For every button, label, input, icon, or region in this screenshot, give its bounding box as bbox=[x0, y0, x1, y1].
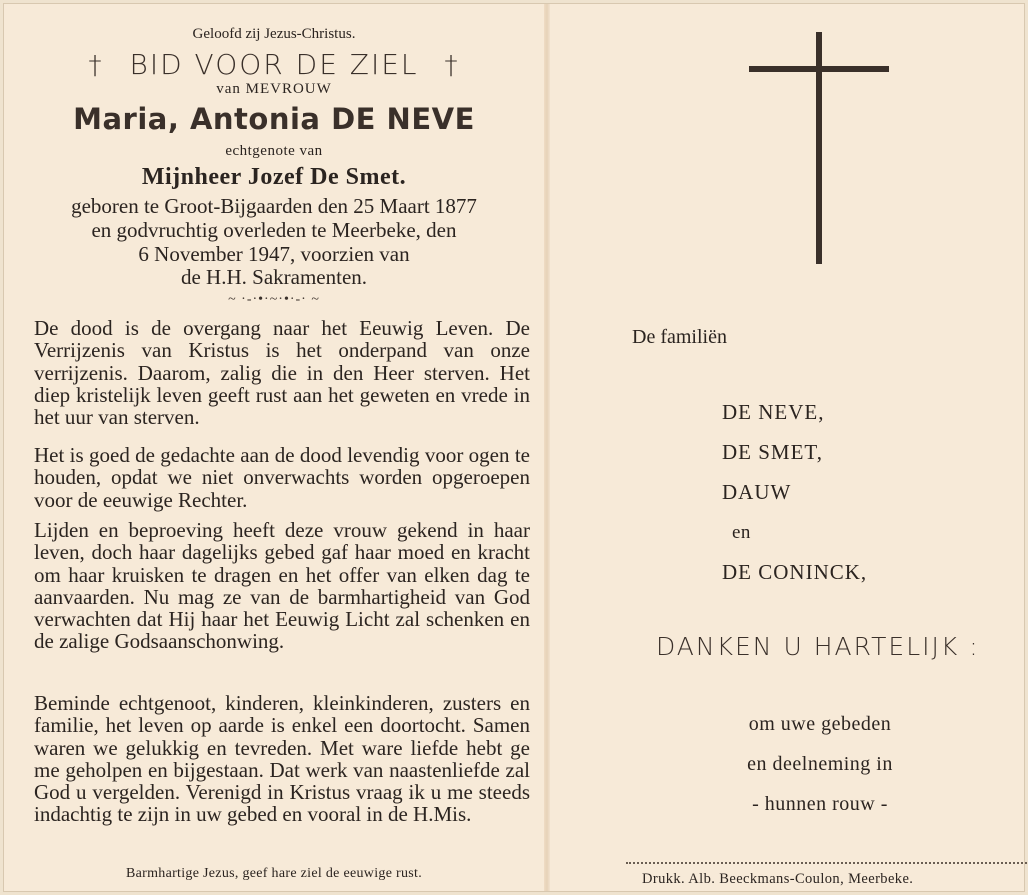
heading-text: BID VOOR DE ZIEL bbox=[129, 48, 419, 81]
closing-prayer: Barmhartige Jezus, geef hare ziel de eeuwige rust. bbox=[125, 866, 423, 881]
paragraph: Het is goed de gedachte aan de dood levendig voor ogen te houden, opdat we niet onverwachts worden opgeroepen voor de eeuwige Rechter. bbox=[34, 443, 530, 512]
detail-line: de H.H. Sakramenten. bbox=[180, 265, 368, 289]
ornament-divider: ~ ·-·•·~·•·-· ~ bbox=[228, 292, 320, 307]
thanks-line: om uwe gebeden bbox=[748, 713, 892, 735]
detail-line: en godvruchtig overleden te Meerbeke, den bbox=[91, 218, 457, 242]
thanks-line: - hunnen rouw - bbox=[752, 793, 888, 815]
invocation: Geloofd zij Jezus-Christus. bbox=[192, 26, 356, 42]
thanks-heading: DANKEN U HARTELIJK : bbox=[656, 632, 980, 661]
right-panel bbox=[550, 4, 1026, 891]
printer-divider bbox=[626, 862, 1028, 864]
detail-line: 6 November 1947, voorzien van bbox=[138, 242, 410, 266]
family-name: DE SMET, bbox=[722, 440, 823, 464]
paragraph: De dood is de overgang naar het Eeuwig Leven. De Verrijzenis van Kristus is het onderpand van onze verrijzenis. Daarom, zalig die in den Heer sterven. Het diep kristelijk leven geeft rust aan het geweten en vrede in het uur van sterven. bbox=[34, 316, 530, 430]
dagger-icon: † bbox=[444, 51, 460, 81]
spouse-name: Mijnheer Jozef De Smet. bbox=[141, 164, 407, 190]
paragraph: Beminde echtgenoot, kinderen, kleinkinderen, zusters en familie, het leven op aarde is enkel een doortocht. Samen waren we gelukkig en tevreden. Met ware liefde hebt ge me geholpen en bijgestaan. Dat werk van naastenliefde zal God u vergelden. Verenigd in Kristus vraag ik u me steeds indachtig te zijn in uw gebed en vooral in de H.Mis. bbox=[34, 691, 530, 827]
dagger-icon: † bbox=[88, 51, 104, 81]
heading bbox=[4, 48, 544, 81]
family-name: DAUW bbox=[722, 480, 792, 504]
families-intro: De familiën bbox=[632, 326, 727, 348]
detail-line: geboren te Groot-Bijgaarden den 25 Maart 1877 bbox=[71, 194, 477, 218]
family-name: DE NEVE, bbox=[722, 400, 825, 424]
mourning-card bbox=[3, 3, 1025, 892]
van-mevrouw: van MEVROUW bbox=[216, 81, 332, 97]
family-name: DE CONINCK, bbox=[722, 560, 868, 584]
left-panel bbox=[4, 4, 544, 891]
printer-credit: Drukk. Alb. Beeckmans-Coulon, Meerbeke. bbox=[642, 871, 914, 887]
paragraph: Lijden en beproeving heeft deze vrouw gekend in haar leven, doch haar dagelijks gebed gaf haar moed en kracht om haar kruisken te dragen en het offer van elken dag te aanvaarden. Nu mag ze van de barmhartigheid van God verwachten dat Hij haar het Eeuwig Licht zal schenken en de zalige Godsaanschonwing. bbox=[34, 518, 530, 654]
deceased-name: Maria, Antonia DE NEVE bbox=[73, 102, 475, 136]
spouse-intro: echtgenote van bbox=[225, 143, 323, 159]
conjunction: en bbox=[732, 522, 751, 543]
thanks-line: en deelneming in bbox=[747, 753, 893, 775]
